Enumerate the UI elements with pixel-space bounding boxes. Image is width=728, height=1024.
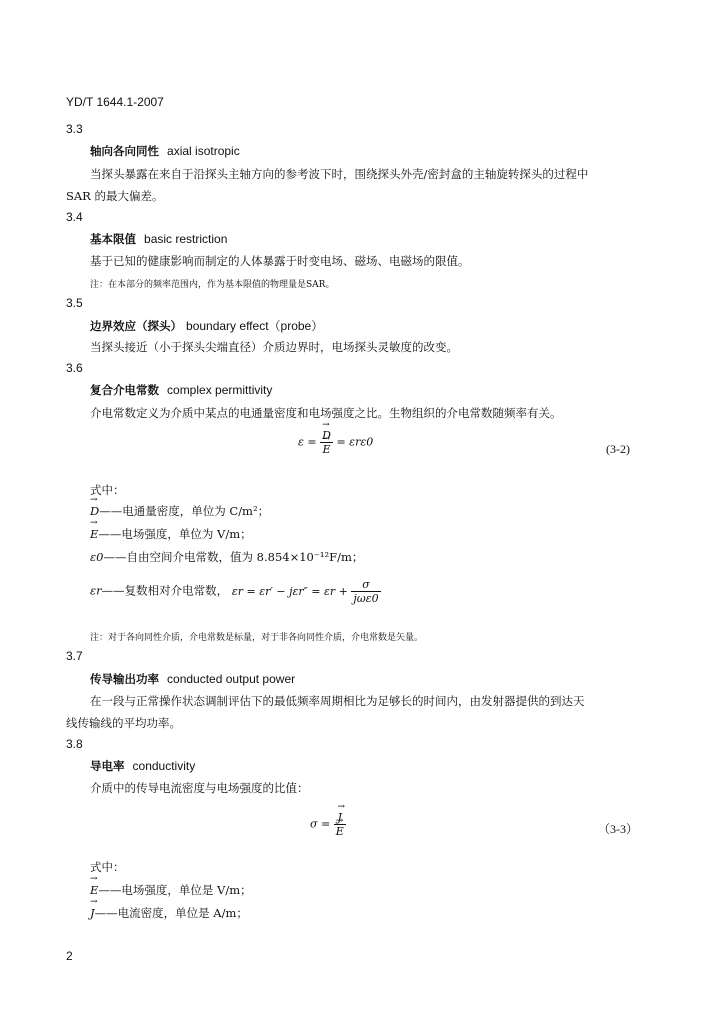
term-cn: 导电率 — [90, 759, 125, 773]
term-en: basic restriction — [144, 232, 228, 246]
equation-3-3 — [310, 811, 346, 838]
symbol-text: ——电场强度，单位为 V/m； — [98, 527, 252, 541]
definition-text: 当探头接近（小于探头尖端直径）介质边界时，电场探头灵敏度的改变。 — [90, 340, 458, 354]
symbol-definition — [90, 549, 363, 565]
eq-fraction — [334, 811, 346, 838]
term-heading — [90, 317, 323, 334]
where-label: 式中： — [90, 860, 125, 874]
eq-lhs: σ = — [310, 817, 331, 831]
eq-fraction — [351, 578, 380, 605]
section-number: 3.6 — [66, 361, 83, 375]
symbol: → J — [90, 906, 95, 920]
section-number: 3.4 — [66, 210, 83, 224]
symbol-definition — [90, 578, 381, 605]
symbol-definition — [90, 526, 252, 542]
term-heading — [90, 231, 227, 247]
section-number: 3.5 — [66, 296, 83, 310]
definition-text: 当探头暴露在来自于沿探头主轴方向的参考波下时，围绕探头外壳/密封盒的主轴旋转探头的过程中 — [90, 167, 589, 181]
eq-lhs: ε = — [298, 435, 317, 449]
term-en: conductivity — [132, 759, 196, 773]
eq-numerator: → J — [338, 811, 342, 824]
definition-text: SAR 的最大偏差。 — [66, 189, 164, 203]
symbol-definition — [90, 905, 248, 921]
equation-number: (3-2) — [606, 442, 630, 456]
symbol-text: ——电场强度，单位是 V/m； — [98, 883, 252, 897]
term-en: boundary effect（probe） — [186, 319, 324, 333]
where-label: 式中： — [90, 483, 125, 497]
definition-text: 基于已知的健康影响而制定的人体暴露于时变电场、磁场、电磁场的限值。 — [90, 254, 470, 268]
eq-fraction — [320, 429, 333, 456]
symbol: → E — [90, 527, 98, 541]
eq-denominator: → E — [336, 825, 344, 838]
term-cn: 轴向各向同性 — [90, 144, 159, 158]
equation-number: （3-3） — [598, 822, 638, 836]
note-text: 注：在本部分的频率范围内，作为基本限值的物理量是SAR。 — [90, 280, 335, 290]
symbol-text: ——自由空间介电常数，值为 8.854×10⁻¹²F/m； — [103, 550, 364, 564]
section-number: 3.3 — [66, 122, 83, 136]
term-cn: 复合介电常数 — [90, 383, 159, 397]
eq-numerator: σ — [362, 578, 370, 591]
symbol-definition — [90, 503, 269, 519]
definition-text: 线传输线的平均功率。 — [66, 716, 181, 730]
eq-rhs: = εrε0 — [336, 435, 374, 449]
term-cn: 边界效应（探头） — [90, 319, 182, 333]
standard-code: YD/T 1644.1-2007 — [66, 95, 164, 109]
term-heading — [90, 382, 272, 398]
term-en: complex permittivity — [167, 383, 273, 397]
term-cn: 传导输出功率 — [90, 672, 159, 686]
eq-denominator: → E — [323, 443, 331, 456]
eq-expression: εr = εr′ − jεr″ = εr + — [231, 584, 348, 598]
term-heading — [90, 671, 295, 687]
definition-text: 介质中的传导电流密度与电场强度的比值： — [90, 781, 309, 795]
term-cn: 基本限值 — [90, 232, 136, 246]
equation-3-2 — [298, 429, 373, 456]
term-en: axial isotropic — [167, 144, 240, 158]
symbol: → E — [90, 883, 98, 897]
symbol-text: ——电流密度，单位是 A/m； — [94, 906, 248, 920]
term-heading — [90, 143, 240, 159]
note-text: 注：对于各向同性介质，介电常数是标量，对于非各向同性介质，介电常数是矢量。 — [90, 633, 424, 643]
section-number: 3.8 — [66, 737, 83, 751]
section-number: 3.7 — [66, 649, 83, 663]
symbol-text: ——复数相对介电常数， — [101, 583, 229, 598]
eq-numerator: → D — [322, 429, 331, 442]
definition-text: 介电常数定义为介质中某点的电通量密度和电场强度之比。生物组织的介电常数随频率有关。 — [90, 406, 562, 420]
symbol: ε0 — [90, 550, 104, 564]
definition-text: 在一段与正常操作状态调制评估下的最低频率周期相比为足够长的时间内，由发射器提供的到达天 — [90, 694, 585, 708]
symbol-definition — [90, 882, 252, 898]
symbol: → D — [90, 504, 99, 518]
symbol-text: ——电通量密度，单位为 C/m²； — [99, 504, 270, 518]
page-number: 2 — [66, 949, 73, 963]
term-heading — [90, 758, 195, 774]
eq-denominator: jωε0 — [353, 592, 379, 605]
term-en: conducted output power — [167, 672, 296, 686]
symbol: εr — [90, 583, 102, 598]
relative-permittivity-equation — [231, 578, 381, 605]
